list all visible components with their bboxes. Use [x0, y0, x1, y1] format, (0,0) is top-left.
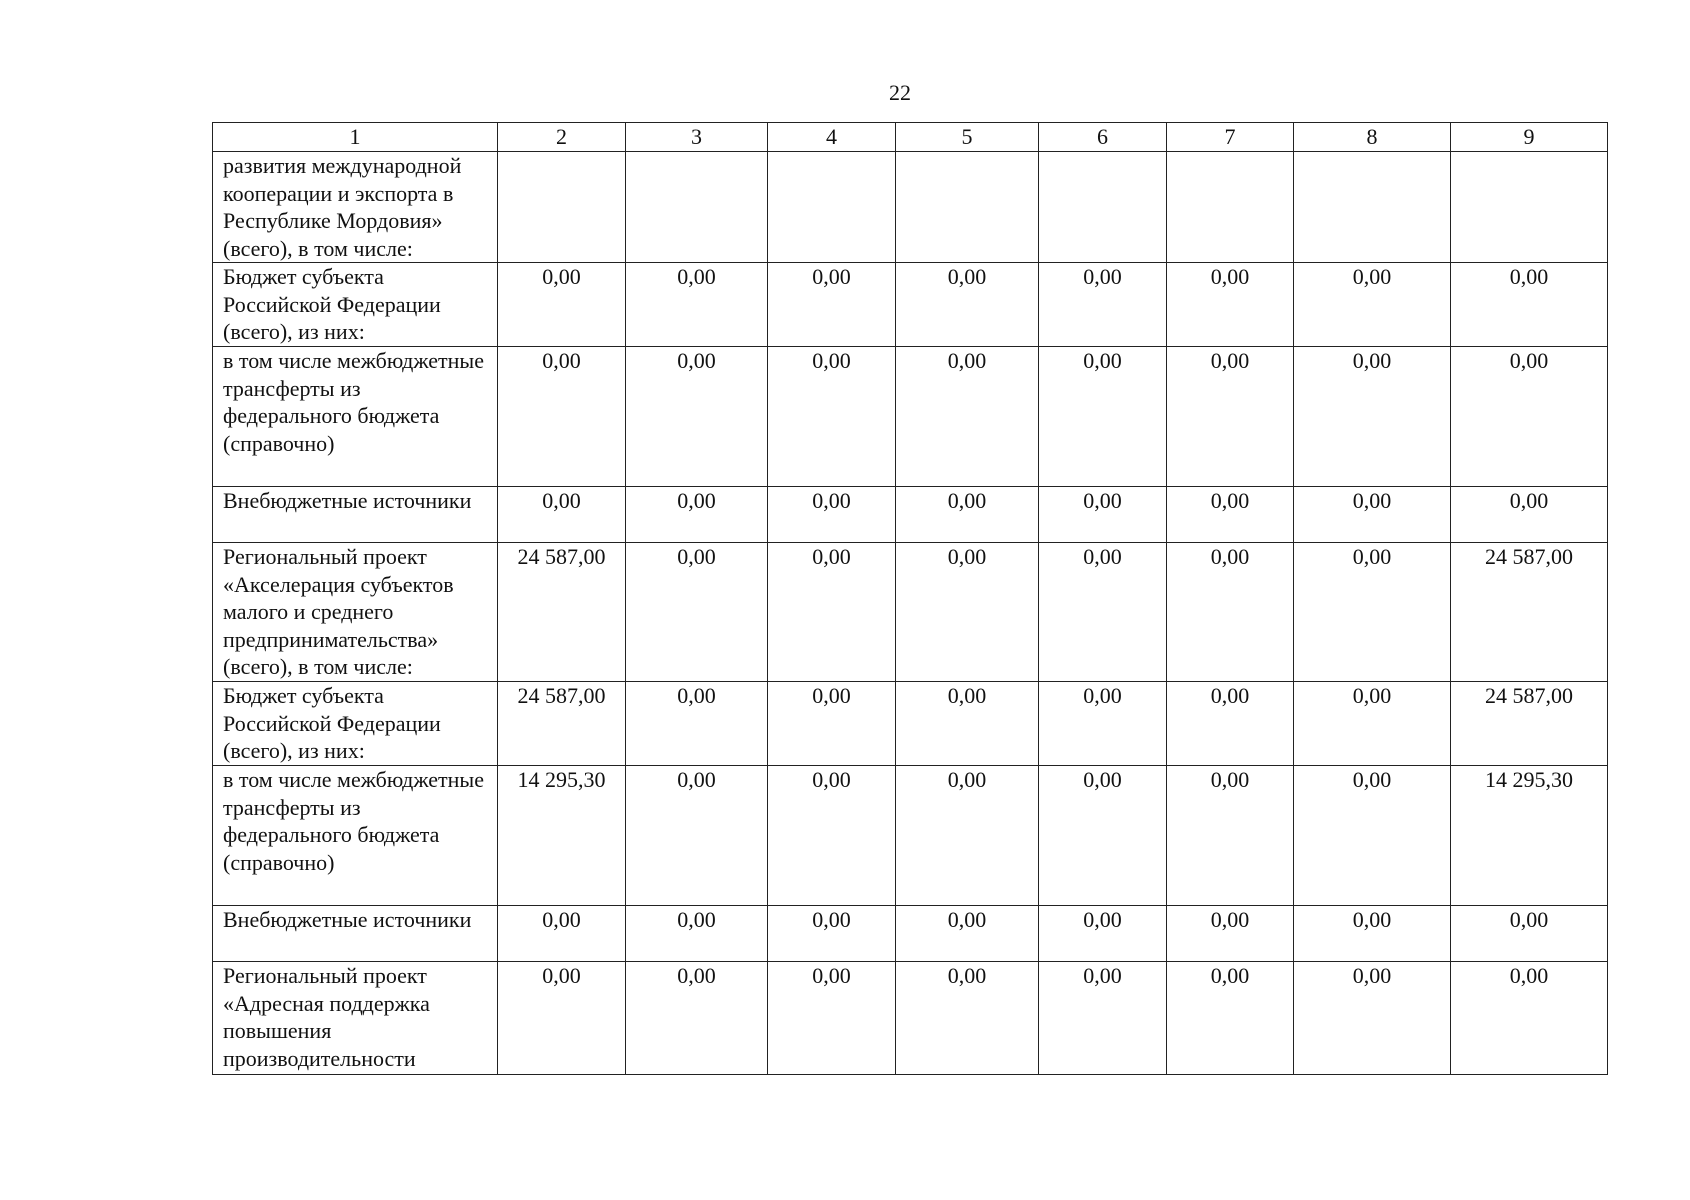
value-cell: 0,00	[626, 487, 768, 543]
column-header: 4	[768, 123, 896, 152]
value-cell: 0,00	[1167, 543, 1294, 682]
value-cell: 0,00	[768, 263, 896, 347]
column-header: 8	[1294, 123, 1451, 152]
value-cell: 0,00	[626, 962, 768, 1075]
column-header: 3	[626, 123, 768, 152]
value-cell: 0,00	[626, 766, 768, 906]
value-cell: 0,00	[498, 962, 626, 1075]
value-cell: 0,00	[768, 766, 896, 906]
value-cell: 0,00	[768, 962, 896, 1075]
value-cell	[626, 152, 768, 263]
value-cell: 0,00	[1167, 766, 1294, 906]
value-cell: 0,00	[1294, 263, 1451, 347]
table-row	[213, 263, 1608, 347]
value-cell: 0,00	[768, 347, 896, 487]
value-cell: 0,00	[896, 766, 1039, 906]
value-cell: 0,00	[1294, 487, 1451, 543]
column-header: 9	[1451, 123, 1608, 152]
value-cell: 0,00	[1451, 347, 1608, 487]
table-row	[213, 962, 1608, 1075]
value-cell: 24 587,00	[498, 682, 626, 766]
value-cell: 0,00	[626, 906, 768, 962]
value-cell: 0,00	[1167, 347, 1294, 487]
value-cell: 0,00	[626, 347, 768, 487]
value-cell: 0,00	[896, 906, 1039, 962]
row-label: Бюджет субъекта Российской Федерации (всего), из них:	[213, 682, 498, 766]
column-header: 6	[1039, 123, 1167, 152]
column-header: 7	[1167, 123, 1294, 152]
value-cell: 0,00	[626, 682, 768, 766]
value-cell: 0,00	[1039, 487, 1167, 543]
row-label: в том числе межбюджетные трансферты из федерального бюджета (справочно)	[213, 766, 498, 906]
table-row	[213, 543, 1608, 682]
value-cell: 14 295,30	[1451, 766, 1608, 906]
value-cell: 0,00	[1167, 962, 1294, 1075]
value-cell: 0,00	[896, 682, 1039, 766]
value-cell: 0,00	[1167, 906, 1294, 962]
value-cell: 0,00	[1451, 962, 1608, 1075]
value-cell	[1167, 152, 1294, 263]
value-cell: 0,00	[1167, 487, 1294, 543]
value-cell: 0,00	[1294, 766, 1451, 906]
value-cell: 0,00	[498, 263, 626, 347]
value-cell: 0,00	[1451, 906, 1608, 962]
value-cell: 14 295,30	[498, 766, 626, 906]
row-label: Региональный проект «Акселерация субъектов малого и среднего предпринимательства» (всего), в том числе:	[213, 543, 498, 682]
table-row	[213, 766, 1608, 906]
row-label: развития международной кооперации и экспорта в Республике Мордовия» (всего), в том числе:	[213, 152, 498, 263]
value-cell: 0,00	[768, 906, 896, 962]
value-cell	[1039, 152, 1167, 263]
value-cell: 0,00	[768, 543, 896, 682]
row-label: Внебюджетные источники	[213, 906, 498, 962]
value-cell: 0,00	[896, 487, 1039, 543]
value-cell: 0,00	[1167, 682, 1294, 766]
value-cell: 0,00	[1039, 263, 1167, 347]
value-cell: 0,00	[1039, 347, 1167, 487]
value-cell: 0,00	[1039, 543, 1167, 682]
value-cell: 0,00	[1039, 906, 1167, 962]
value-cell: 0,00	[896, 962, 1039, 1075]
value-cell: 24 587,00	[498, 543, 626, 682]
value-cell	[896, 152, 1039, 263]
table-row	[213, 682, 1608, 766]
value-cell: 0,00	[1451, 487, 1608, 543]
row-label: в том числе межбюджетные трансферты из федерального бюджета (справочно)	[213, 347, 498, 487]
value-cell: 0,00	[1294, 347, 1451, 487]
value-cell: 0,00	[1294, 906, 1451, 962]
value-cell: 0,00	[1451, 263, 1608, 347]
column-header: 2	[498, 123, 626, 152]
budget-table	[212, 122, 1608, 1075]
value-cell	[768, 152, 896, 263]
value-cell: 0,00	[1294, 682, 1451, 766]
value-cell: 0,00	[896, 347, 1039, 487]
value-cell	[498, 152, 626, 263]
value-cell	[1451, 152, 1608, 263]
column-header: 5	[896, 123, 1039, 152]
table-row	[213, 906, 1608, 962]
row-label: Бюджет субъекта Российской Федерации (всего), из них:	[213, 263, 498, 347]
value-cell: 24 587,00	[1451, 543, 1608, 682]
row-label: Региональный проект «Адресная поддержка повышения производительности	[213, 962, 498, 1075]
value-cell: 0,00	[626, 543, 768, 682]
value-cell: 0,00	[1039, 962, 1167, 1075]
value-cell: 24 587,00	[1451, 682, 1608, 766]
value-cell: 0,00	[498, 487, 626, 543]
value-cell: 0,00	[1167, 263, 1294, 347]
page-number: 22	[889, 80, 911, 105]
table-row	[213, 487, 1608, 543]
value-cell: 0,00	[896, 543, 1039, 682]
value-cell: 0,00	[1039, 682, 1167, 766]
value-cell: 0,00	[768, 682, 896, 766]
value-cell: 0,00	[1294, 543, 1451, 682]
value-cell: 0,00	[1039, 766, 1167, 906]
table-row	[213, 347, 1608, 487]
value-cell: 0,00	[1294, 962, 1451, 1075]
value-cell: 0,00	[626, 263, 768, 347]
value-cell: 0,00	[768, 487, 896, 543]
row-label: Внебюджетные источники	[213, 487, 498, 543]
column-header: 1	[213, 123, 498, 152]
header-row	[213, 123, 1608, 152]
value-cell: 0,00	[498, 347, 626, 487]
table-row	[213, 152, 1608, 263]
value-cell: 0,00	[896, 263, 1039, 347]
value-cell: 0,00	[498, 906, 626, 962]
value-cell	[1294, 152, 1451, 263]
